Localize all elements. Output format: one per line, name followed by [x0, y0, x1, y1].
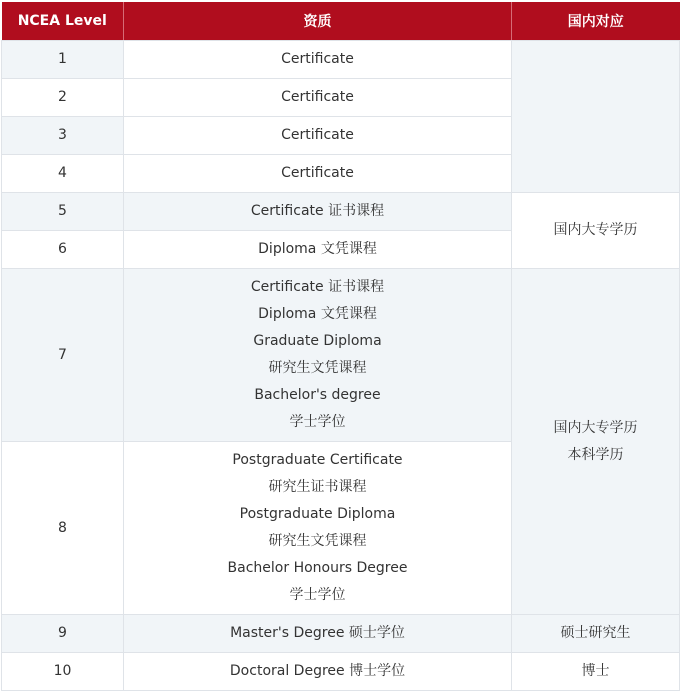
- header-domestic-equivalent: 国内对应: [512, 2, 680, 41]
- level-cell: 2: [2, 79, 124, 117]
- level-cell: 1: [2, 41, 124, 79]
- ncea-level-table: [1, 2, 680, 691]
- equivalent-cell: 硕士研究生: [512, 615, 680, 653]
- qualification-cell: Doctoral Degree 博士学位: [124, 653, 512, 691]
- qualification-line: 学士学位: [289, 587, 346, 603]
- table-row: [2, 193, 680, 231]
- level-cell: 5: [2, 193, 124, 231]
- table-row: [2, 269, 680, 442]
- level-cell: 7: [2, 269, 124, 442]
- qualification-line: Graduate Diploma: [253, 333, 382, 349]
- equivalent-line: 本科学历: [567, 446, 624, 463]
- equivalent-cell-empty: [512, 41, 680, 193]
- level-cell: 3: [2, 117, 124, 155]
- table-header-row: [2, 2, 680, 41]
- qualification-cell: [124, 269, 512, 442]
- qualification-line: Postgraduate Certificate: [232, 452, 403, 468]
- table-row: [2, 41, 680, 79]
- level-cell: 10: [2, 653, 124, 691]
- qualification-line: 研究生证书课程: [268, 479, 367, 495]
- qualification-line: 研究生文凭课程: [268, 360, 367, 376]
- level-cell: 4: [2, 155, 124, 193]
- level-cell: 8: [2, 442, 124, 615]
- qualification-line: 研究生文凭课程: [268, 533, 367, 549]
- header-qualification: 资质: [124, 2, 512, 41]
- level-cell: 9: [2, 615, 124, 653]
- qualification-cell: Diploma 文凭课程: [124, 231, 512, 269]
- qualification-line: Bachelor's degree: [254, 387, 381, 403]
- qualification-line: 学士学位: [289, 414, 346, 430]
- level-cell: 6: [2, 231, 124, 269]
- qualification-cell: Certificate: [124, 41, 512, 79]
- equivalent-cell: 国内大专学历: [512, 193, 680, 269]
- qualification-cell: Master's Degree 硕士学位: [124, 615, 512, 653]
- qualification-line: Certificate 证书课程: [250, 279, 385, 295]
- qualification-cell: [124, 442, 512, 615]
- qualification-cell: Certificate: [124, 155, 512, 193]
- qualification-line: Diploma 文凭课程: [258, 306, 377, 322]
- equivalent-cell: [512, 269, 680, 615]
- table-row: [2, 653, 680, 691]
- qualification-cell: Certificate: [124, 79, 512, 117]
- header-ncea-level: NCEA Level: [2, 2, 124, 41]
- qualification-line: Bachelor Honours Degree: [227, 560, 408, 576]
- qualification-line: Postgraduate Diploma: [239, 506, 396, 522]
- equivalent-cell: 博士: [512, 653, 680, 691]
- table-row: [2, 615, 680, 653]
- qualification-cell: Certificate 证书课程: [124, 193, 512, 231]
- equivalent-line: 国内大专学历: [553, 419, 638, 436]
- qualification-cell: Certificate: [124, 117, 512, 155]
